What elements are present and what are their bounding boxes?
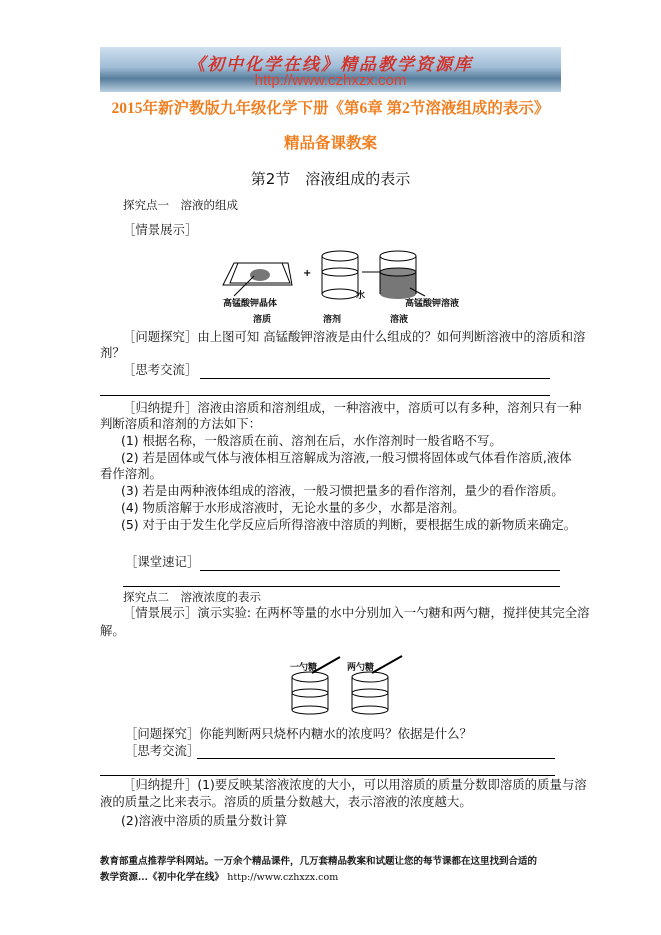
part2-scene-cont: 解。 [100,623,125,638]
part2-summary-cont: 液的质量之比来表示。溶质的质量分数越大，表示溶液的浓度越大。 [100,794,472,809]
part1-summary-cont: 判断溶质和溶剂的方法如下： [100,416,262,431]
part1-question: ［问题探究］由上图可知 高锰酸钾溶液是由什么组成的？如何判断溶液中的溶质和溶 [123,329,586,344]
svg-text:+: + [303,268,312,279]
part1-summary: ［归纳提升］溶液由溶质和溶剂组成，一种溶液中，溶质可以有多种，溶剂只有一种 [123,400,582,415]
part1-discuss-label: ［思考交流］ [123,362,198,377]
part1-question-cont: 剂？ [100,345,125,360]
solution-beaker [380,251,425,299]
label-solution: 高锰酸钾溶液 [405,299,460,309]
answer-line [100,395,550,396]
part1-scene-label: ［情景展示］ [123,222,198,237]
answer-line [200,378,550,379]
label-solvent: 溶剂 [323,315,342,325]
water-beaker [322,251,358,299]
answer-line [100,775,555,776]
label-water: 水 [356,291,366,301]
rule-5: (5) 对于由于发生化学反应后所得溶液中溶质的判断，要根据生成的新物质来确定。 [121,517,577,532]
crystal-pile [250,269,270,281]
label-solute: 溶质 [253,315,272,325]
document-subtitle: 精品备课教案 [283,135,377,152]
part2-question: ［问题探究］你能判断两只烧杯内糖水的浓度吗？依据是什么？ [125,726,472,741]
label-sol: 溶液 [390,315,409,325]
rule-3: (3) 若是由两种液体组成的溶液，一般习惯把量多的看作溶剂，量少的看作溶质。 [121,483,564,498]
site-banner [100,47,561,92]
part2-summary: ［归纳提升］(1)要反映某溶液浓度的大小，可以用溶质的质量分数即溶质的质量与溶 [123,777,587,792]
footer-url[interactable]: http://www.czhxzx.com [227,872,339,883]
notes-line [200,570,560,571]
label-one-spoon: 一勺糖 [290,663,318,673]
part1-heading: 探究点一 溶液的组成 [123,198,238,212]
section-title: 第2节 溶液组成的表示 [250,170,411,188]
part2-summary-calc: (2)溶液中溶质的质量分数计算 [121,813,288,828]
banner-url: http://www.czhxzx.com [254,72,407,89]
banner-title: 《初中化学在线》精品教学资源库 [188,55,473,75]
part2-heading: 探究点二 溶液浓度的表示 [123,590,261,604]
footer-text: 教学资源...《初中化学在线》 [100,872,224,883]
part2-scene: ［情景展示］演示实验: 在两杯等量的水中分别加入一勺糖和两勺糖，搅拌使其完全溶 [123,605,590,620]
rule-2: (2) 若是固体或气体与液体相互溶解成为溶液,一般习惯将固体或气体看作溶质,液体 [121,450,572,465]
rule-2-cont: 看作溶剂。 [100,466,162,481]
label-two-spoons: 两勺糖 [347,663,375,673]
footer-line-2 [100,869,338,883]
notes-line [123,586,560,587]
rule-4: (4) 物质溶解于水形成溶液时，无论水量的多少，水都是溶剂。 [121,500,465,515]
notes-label: ［课堂速记］ [125,554,200,569]
part2-discuss-label: ［思考交流］ [125,743,200,758]
label-crystal: 高锰酸钾晶体 [223,299,278,309]
document-title: 2015年新沪教版九年级化学下册《第6章 第2节溶液组成的表示》 [111,100,550,117]
footer-line-1: 教育部重点推荐学科网站。一万余个精品课件，几万套精品教案和试题让您的每节课都在这里找到合适的 [100,856,538,867]
rule-1: (1) 根据名称，一般溶质在前、溶剂在后，水作溶剂时一般省略不写。 [121,433,502,448]
answer-line [197,758,555,759]
